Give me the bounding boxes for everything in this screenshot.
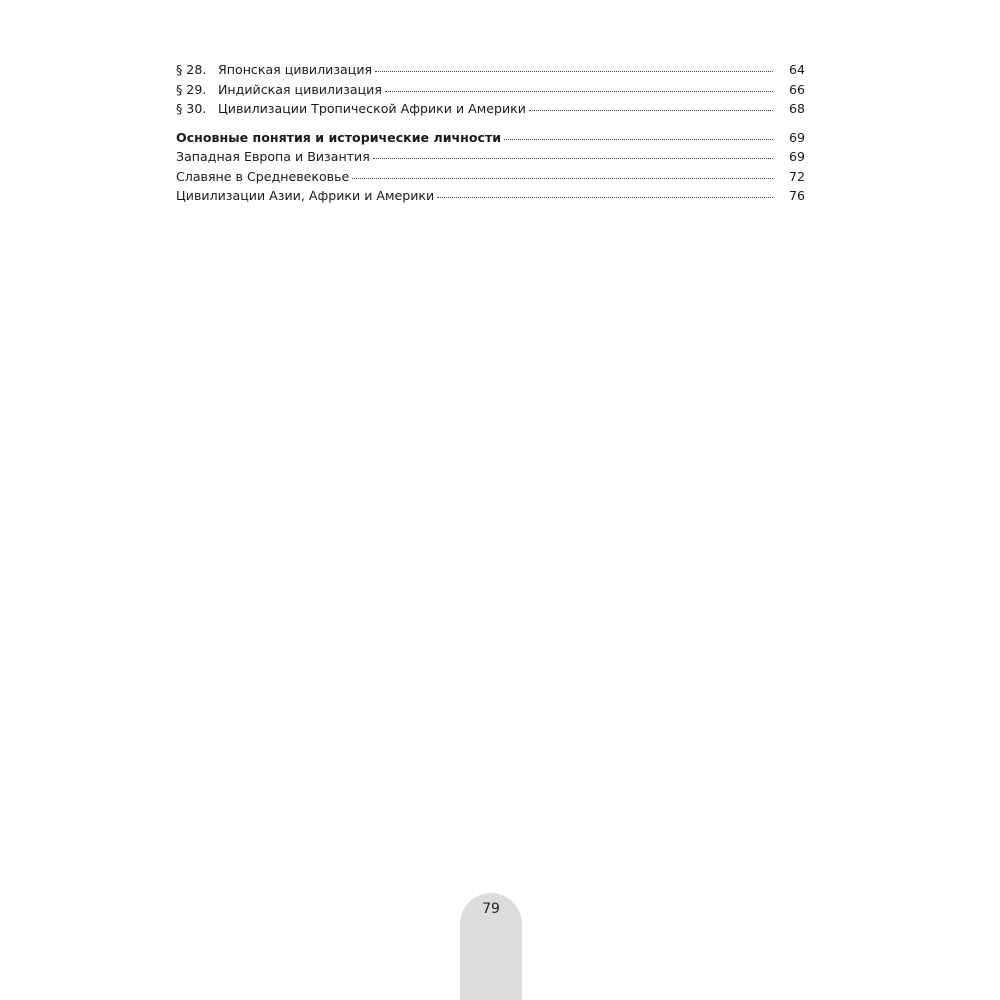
toc-entry-page: 64: [788, 62, 805, 77]
toc-sub-entry-western-europe[interactable]: [176, 147, 805, 167]
toc-sub-entry-asia-africa-america[interactable]: [176, 186, 805, 206]
dot-leader: [504, 138, 773, 140]
dot-leader: [437, 196, 773, 198]
toc-entry-page: 68: [788, 101, 805, 116]
toc-sub-entry-title: Западная Европа и Византия: [176, 149, 370, 164]
toc-entry-page: 66: [788, 81, 805, 97]
dot-leader: [352, 177, 773, 179]
toc-entry-30[interactable]: [176, 99, 805, 119]
toc-entry-28[interactable]: [176, 60, 805, 80]
toc-sub-entry-page: 76: [788, 188, 805, 203]
toc-glossary-title: Основные понятия и исторические личности: [176, 129, 502, 145]
toc-glossary-page: 69: [788, 129, 805, 145]
toc-sub-entry-slavs[interactable]: [176, 167, 805, 187]
dot-leader: [529, 109, 773, 111]
toc-sub-entry-page: 72: [788, 168, 805, 184]
toc-sub-entry-title: Цивилизации Азии, Африки и Америки: [176, 188, 435, 203]
toc-entry-number: § 29.: [176, 81, 207, 97]
table-of-contents: [176, 60, 805, 206]
toc-entry-number: § 30.: [176, 101, 207, 116]
toc-entry-title: Индийская цивилизация: [218, 81, 382, 97]
toc-entry-number: § 28.: [176, 62, 207, 77]
toc-sub-entry-page: 69: [788, 149, 805, 164]
toc-entry-title: Японская цивилизация: [218, 62, 373, 77]
dot-leader: [385, 90, 773, 92]
toc-glossary-heading[interactable]: [176, 128, 805, 148]
dot-leader: [375, 70, 773, 72]
page-number: 79: [482, 901, 500, 917]
dot-leader: [373, 157, 773, 159]
toc-entry-title: Цивилизации Тропической Африки и Америки: [218, 101, 526, 116]
toc-sub-entry-title: Славяне в Средневековье: [176, 168, 350, 184]
toc-entry-29[interactable]: [176, 80, 805, 100]
